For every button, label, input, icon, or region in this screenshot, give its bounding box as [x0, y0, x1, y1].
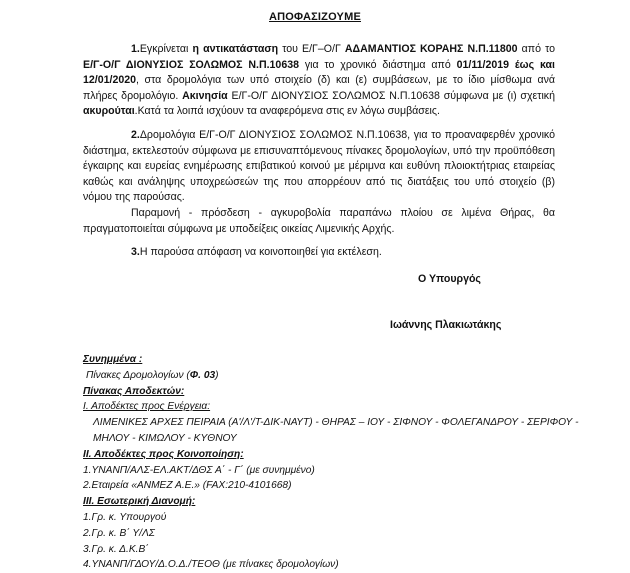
section-3-text: Η παρούσα απόφαση να κοινοποιηθεί για εκτέλεση. — [139, 246, 382, 258]
section-1-number: 1. — [131, 43, 140, 55]
attachments-item — [83, 368, 603, 384]
attachments-item-end: ) — [215, 369, 219, 381]
section-1-run: Ε/Γ-Ο/Γ ΔΙΟΝΥΣΙΟΣ ΣΟΛΩΜΟΣ Ν.Π.10638 σύμφωνα με (ι) σχετική — [227, 89, 555, 102]
section-1-run: ακυρούται — [83, 105, 135, 118]
section-1-text — [83, 43, 555, 117]
attachments-item-text: Πίνακες Δρομολογίων ( — [86, 369, 190, 381]
section-1-run: Ακινησία — [182, 89, 228, 102]
annex-block — [83, 352, 603, 573]
signer-name: Ιωάννης Πλακιωτάκης — [390, 319, 502, 331]
decision-heading: ΑΠΟΦΑΣΙΖΟΥΜΕ — [269, 11, 361, 23]
section-1-run: .Κατά τα λοιπά ισχύουν τα αναφερόμενα στις εν λόγω συμβάσεις. — [134, 105, 440, 118]
section-1-run: ΑΔΑΜΑΝΤΙΟΣ ΚΟΡΑΗΣ Ν.Π.11800 — [344, 43, 518, 55]
section-1-run: από το — [517, 43, 556, 55]
section-1-run: Εγκρίνεται — [139, 43, 193, 55]
section-1-run: του Ε/Γ–Ο/Γ — [278, 43, 345, 55]
action-label: Ι. Αποδέκτες προς Ενέργεια: — [83, 401, 211, 413]
section-2 — [83, 128, 555, 237]
notify-item: 1.ΥΝΑΝΠ/ΑΛΣ-ΕΛ.ΑΚΤ/ΔΘΣ Α΄ - Γ΄ (με συνημμένο) — [83, 464, 315, 476]
section-3-number: 3. — [131, 246, 140, 258]
section-2-number: 2. — [131, 129, 140, 141]
section-1-run: η αντικατάσταση — [192, 43, 279, 55]
signer-title: Ο Υπουργός — [418, 273, 481, 285]
internal-item: 1.Γρ. κ. Υπουργού — [83, 511, 167, 523]
notify-label: ΙΙ. Αποδέκτες προς Κοινοποίηση: — [83, 448, 244, 460]
action-item: ΛΙΜΕΝΙΚΕΣ ΑΡΧΕΣ ΠΕΙΡΑΙΑ (Α'/Λ'/Τ-ΔΙΚ-ΝΑΥΤ) - ΘΗΡΑΣ – ΙΟΥ - ΣΙΦΝΟΥ - ΦΟΛΕΓΑΝΔΡΟΥ - ΣΕΡΙΦΟΥ - ΜΗΛΟΥ - ΚΙΜΩΛΟΥ - ΚΥΘΝΟΥ — [93, 417, 579, 444]
section-1-run: , στα δρομολόγια των υπό στοιχείο (δ) και (ε) συμβάσεων, με το ίδιο μίσθωμα ανά πλήρες δρομολόγιο. — [83, 74, 555, 102]
section-2-text-2: Παραμονή - πρόσδεση - αγκυροβολία παραπάνω πλοίου σε λιμένα Θήρας, θα πραγματοποιείται σύμφωνα με υποδείξεις οικείας Λιμενικής Αρχής. — [83, 206, 555, 235]
section-1 — [83, 42, 555, 120]
internal-label: ΙΙΙ. Εσωτερική Διανομή: — [83, 496, 196, 508]
section-3 — [83, 245, 555, 261]
attachments-label: Συνημμένα : — [83, 354, 143, 365]
recipients-label: Πίνακας Αποδεκτών: — [83, 385, 185, 397]
notify-item: 2.Εταιρεία «ΑΝΜΕΖ Α.Ε.» (FAX:210-4101668) — [83, 480, 292, 492]
internal-item: 4.ΥΝΑΝΠ/ΓΔΟΥ/Δ.Ο.Δ./ΤΕΟΘ (με πίνακες δρομολογίων) — [83, 559, 339, 571]
internal-item: 2.Γρ. κ. Β΄ Υ/ΛΣ — [83, 527, 155, 539]
attachments-item-code: Φ. 03 — [189, 369, 216, 381]
section-1-run: 01/11/2019 έως και 12/01/2020 — [83, 58, 555, 87]
section-2-text: Δρομολόγια Ε/Γ-Ο/Γ ΔΙΟΝΥΣΙΟΣ ΣΟΛΩΜΟΣ Ν.Π.10638, για το προαναφερθέν χρονικό διάστημα, εκτελεστούν σύμφωνα με επισυναπτόμενους πίνακες δρομολογίων, υπό την προϋπόθεση έγκαιρης και ευρείας ενημέρωσης επιβατικού κοινού με μέριμνα και ευθύνη πλοιοκτήτριας εταιρείας καθώς και ανάληψης υποχρεώσεών της που απορρέουν από τις διατάξεις του υπό στοιχείο (β) νόμου της παρούσας. — [83, 129, 555, 204]
section-1-run: για το χρονικό διάστημα από — [299, 58, 457, 71]
internal-item: 3.Γρ. κ. Δ.Κ.Β΄ — [83, 543, 149, 555]
section-1-run: Ε/Γ-Ο/Γ ΔΙΟΝΥΣΙΟΣ ΣΟΛΩΜΟΣ Ν.Π.10638 — [83, 58, 299, 71]
